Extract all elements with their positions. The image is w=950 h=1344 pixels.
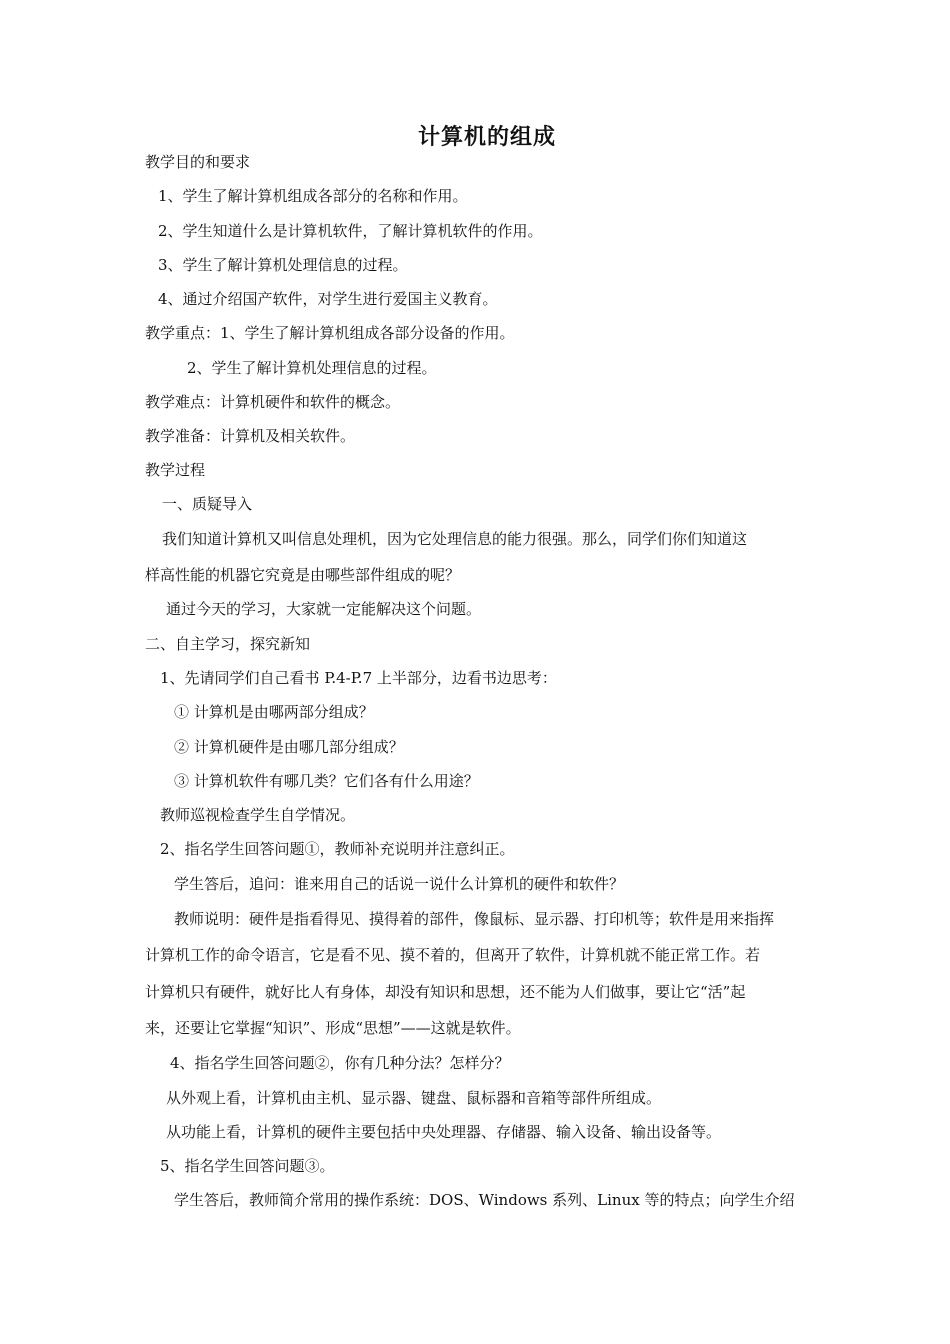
paragraph-line: 从功能上看，计算机的硬件主要包括中央处理器、存储器、输入设备、输出设备等。 xyxy=(166,1123,722,1141)
paragraph-line: 样高性能的机器它究竟是由哪些部件组成的呢？ xyxy=(145,566,461,584)
paragraph-line: 来，还要让它掌握“知识”、形成“思想”——这就是软件。 xyxy=(145,1019,521,1037)
objective-line-3: 3、学生了解计算机处理信息的过程。 xyxy=(158,256,408,274)
question-item-2: ② 计算机硬件是由哪几部分组成？ xyxy=(174,738,404,756)
objective-line-4: 4、通过介绍国产软件，对学生进行爱国主义教育。 xyxy=(158,290,498,308)
key-point-line-1: 教学重点：1、学生了解计算机组成各部分设备的作用。 xyxy=(145,324,515,342)
paragraph-line: 我们知道计算机又叫信息处理机，因为它处理信息的能力很强。那么，同学们你们知道这 xyxy=(162,530,748,548)
objective-line-1: 1、学生了解计算机组成各部分的名称和作用。 xyxy=(158,187,468,205)
question-item-1: ① 计算机是由哪两部分组成？ xyxy=(174,703,374,721)
paragraph-line: 教师巡视检查学生自学情况。 xyxy=(160,806,356,824)
document-title: 计算机的组成 xyxy=(417,124,556,150)
difficulty-line: 教学难点：计算机硬件和软件的概念。 xyxy=(145,393,401,411)
paragraph-line: 学生答后，教师简介常用的操作系统：DOS、Windows 系列、Linux 等的特点；向学生介绍 xyxy=(174,1191,795,1209)
process-step-2-heading: 二、自主学习，探究新知 xyxy=(145,635,311,653)
section-heading-objectives: 教学目的和要求 xyxy=(145,153,251,171)
list-item: 1、先请同学们自己看书 P.4-P.7 上半部分，边看书边思考： xyxy=(160,669,557,687)
paragraph-line: 计算机工作的命令语言，它是看不见、摸不着的，但离开了软件，计算机就不能正常工作。若 xyxy=(145,946,761,964)
section-heading-process: 教学过程 xyxy=(145,461,206,479)
list-item: 2、指名学生回答问题①，教师补充说明并注意纠正。 xyxy=(160,840,515,858)
preparation-line: 教学准备：计算机及相关软件。 xyxy=(145,427,356,445)
list-item: 4、指名学生回答问题②，你有几种分法？怎样分？ xyxy=(170,1054,510,1072)
process-step-1-heading: 一、质疑导入 xyxy=(162,495,253,513)
question-item-3: ③ 计算机软件有哪几类？它们各有什么用途？ xyxy=(174,772,479,790)
paragraph-line: 从外观上看，计算机由主机、显示器、键盘、鼠标器和音箱等部件所组成。 xyxy=(166,1089,662,1107)
key-point-line-2: 2、学生了解计算机处理信息的过程。 xyxy=(187,359,437,377)
paragraph-line: 计算机只有硬件，就好比人有身体，却没有知识和思想，还不能为人们做事，要让它“活”起 xyxy=(145,983,746,1001)
paragraph-line: 通过今天的学习，大家就一定能解决这个问题。 xyxy=(166,600,482,618)
paragraph-line: 学生答后，追问：谁来用自己的话说一说什么计算机的硬件和软件？ xyxy=(174,875,625,893)
paragraph-line: 教师说明：硬件是指看得见、摸得着的部件，像鼠标、显示器、打印机等；软件是用来指挥 xyxy=(174,910,775,928)
objective-line-2: 2、学生知道什么是计算机软件，了解计算机软件的作用。 xyxy=(158,222,543,240)
list-item: 5、指名学生回答问题③。 xyxy=(160,1157,335,1175)
